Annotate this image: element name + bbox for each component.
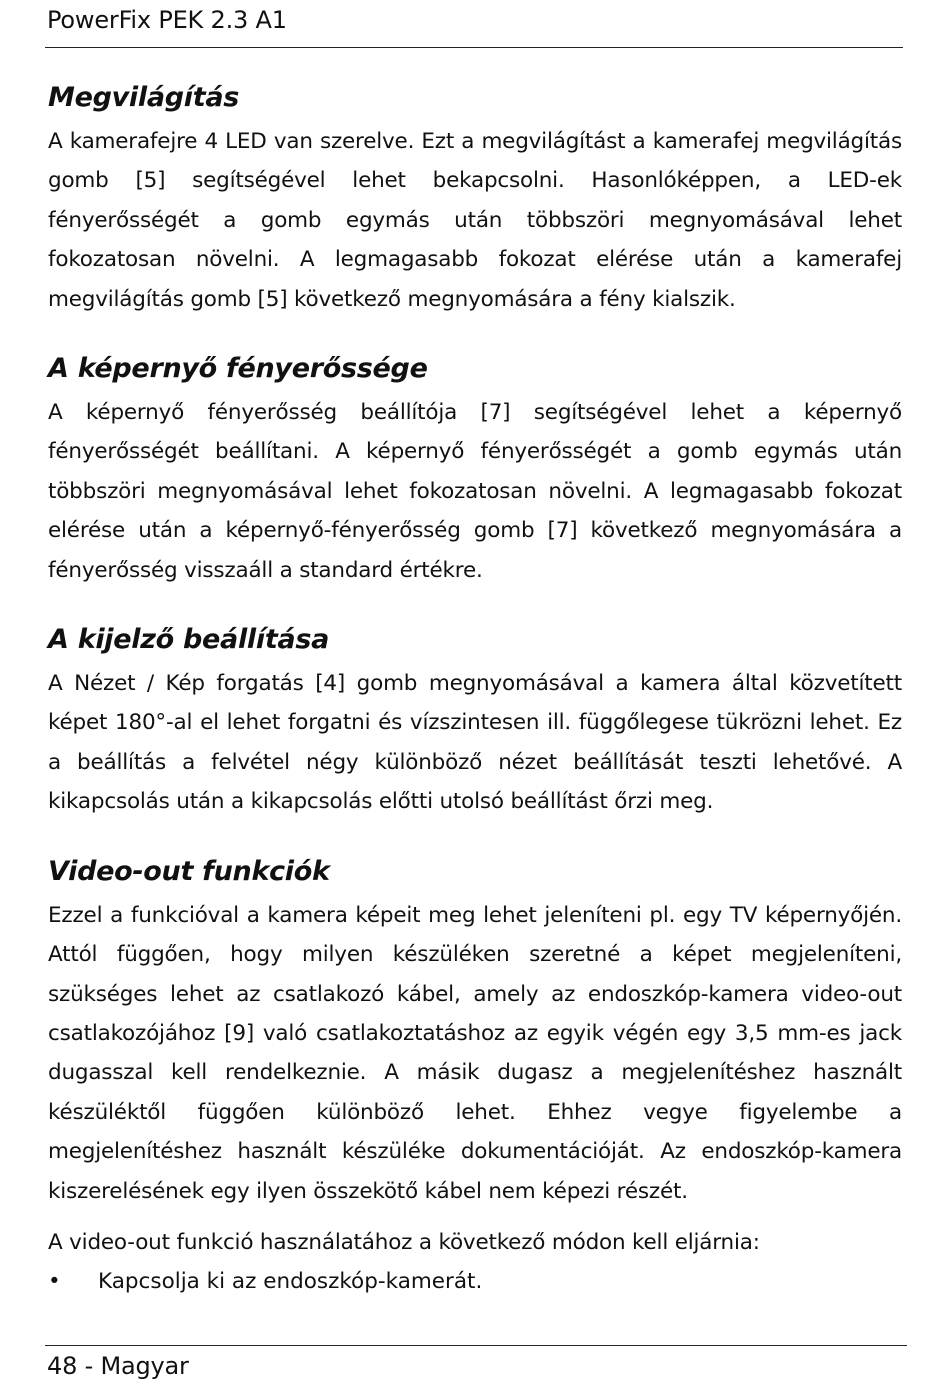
section-video-out [48, 852, 902, 1302]
page-footer-number: 48 - Magyar [47, 1352, 189, 1380]
section-heading: A kijelző beállítása [48, 624, 330, 656]
page-header-title: PowerFix PEK 2.3 A1 [47, 6, 287, 34]
section-paragraph-intro: A video-out funkció használatához a következő módon kell eljárnia: [48, 1229, 760, 1255]
bullet-text: Kapcsolja ki az endoszkóp-kamerát. [98, 1269, 483, 1295]
section-screen-brightness [48, 349, 902, 590]
section-paragraph: A képernyő fényerősség beállítója [7] segítségével lehet a képernyő fényerősségét beállítani. A képernyő fényerősségét a gomb egymás után többszöri megnyomásával lehet fokozatosan növelni. A legmagasabb fokozat elérése után a képernyő-fényerősség gomb [7] következő megnyomására a fényerősség visszaáll a standard értékre. [48, 400, 902, 583]
section-paragraph: A kamerafejre 4 LED van szerelve. Ezt a megvilágítást a kamerafej megvilágítás gomb [5] segítségével lehet bekapcsolni. Hasonlóképpen, a LED-ek fényerősségét a gomb egymás után többszöri megnyomásával lehet fokozatosan növelni. A legmagasabb fokozat elérése után a kamerafej megvilágítás gomb [5] következő megnyomására a fény kialszik. [48, 129, 902, 312]
section-illumination [48, 78, 902, 319]
section-display-settings [48, 620, 902, 822]
section-paragraph: Ezzel a funkcióval a kamera képeit meg lehet jeleníteni pl. egy TV képernyőjén. Attól függően, hogy milyen készüléken szeretné a képet megjeleníteni, szükséges lehet az csatlakozó kábel, amely az endoszkóp-kamera video-out csatlakozójához [9] való csatlakoztatáshoz az egyik végén egy 3,5 mm-es jack dugasszal kell rendelkeznie. A másik dugasz a megjelenítéshez használt készüléktől függően különböző lehet. Ehhez vegye figyelembe a megjelenítéshez használt készüléke dokumentációját. Az endoszkóp-kamera kiszerelésének egy ilyen összekötő kábel nem képezi részét. [48, 902, 902, 1204]
bullet-list-item [48, 1262, 902, 1301]
section-heading: Megvilágítás [48, 82, 240, 113]
bullet-icon: • [48, 1269, 61, 1295]
header-divider [45, 47, 903, 48]
footer-divider [45, 1345, 907, 1346]
section-paragraph: A Nézet / Kép forgatás [4] gomb megnyomásával a kamera által közvetített képet 180°-al el lehet forgatni és vízszintesen ill. függőlegese tükrözni lehet. Ez a beállítás a felvétel négy különböző nézet beállítását teszti lehetővé. A kikapcsolás után a kikapcsolás előtti utolsó beállítást őrzi meg. [48, 671, 902, 815]
section-heading: A képernyő fényerőssége [48, 353, 428, 385]
page-content [48, 78, 902, 1302]
section-heading: Video-out funkciók [48, 855, 330, 887]
